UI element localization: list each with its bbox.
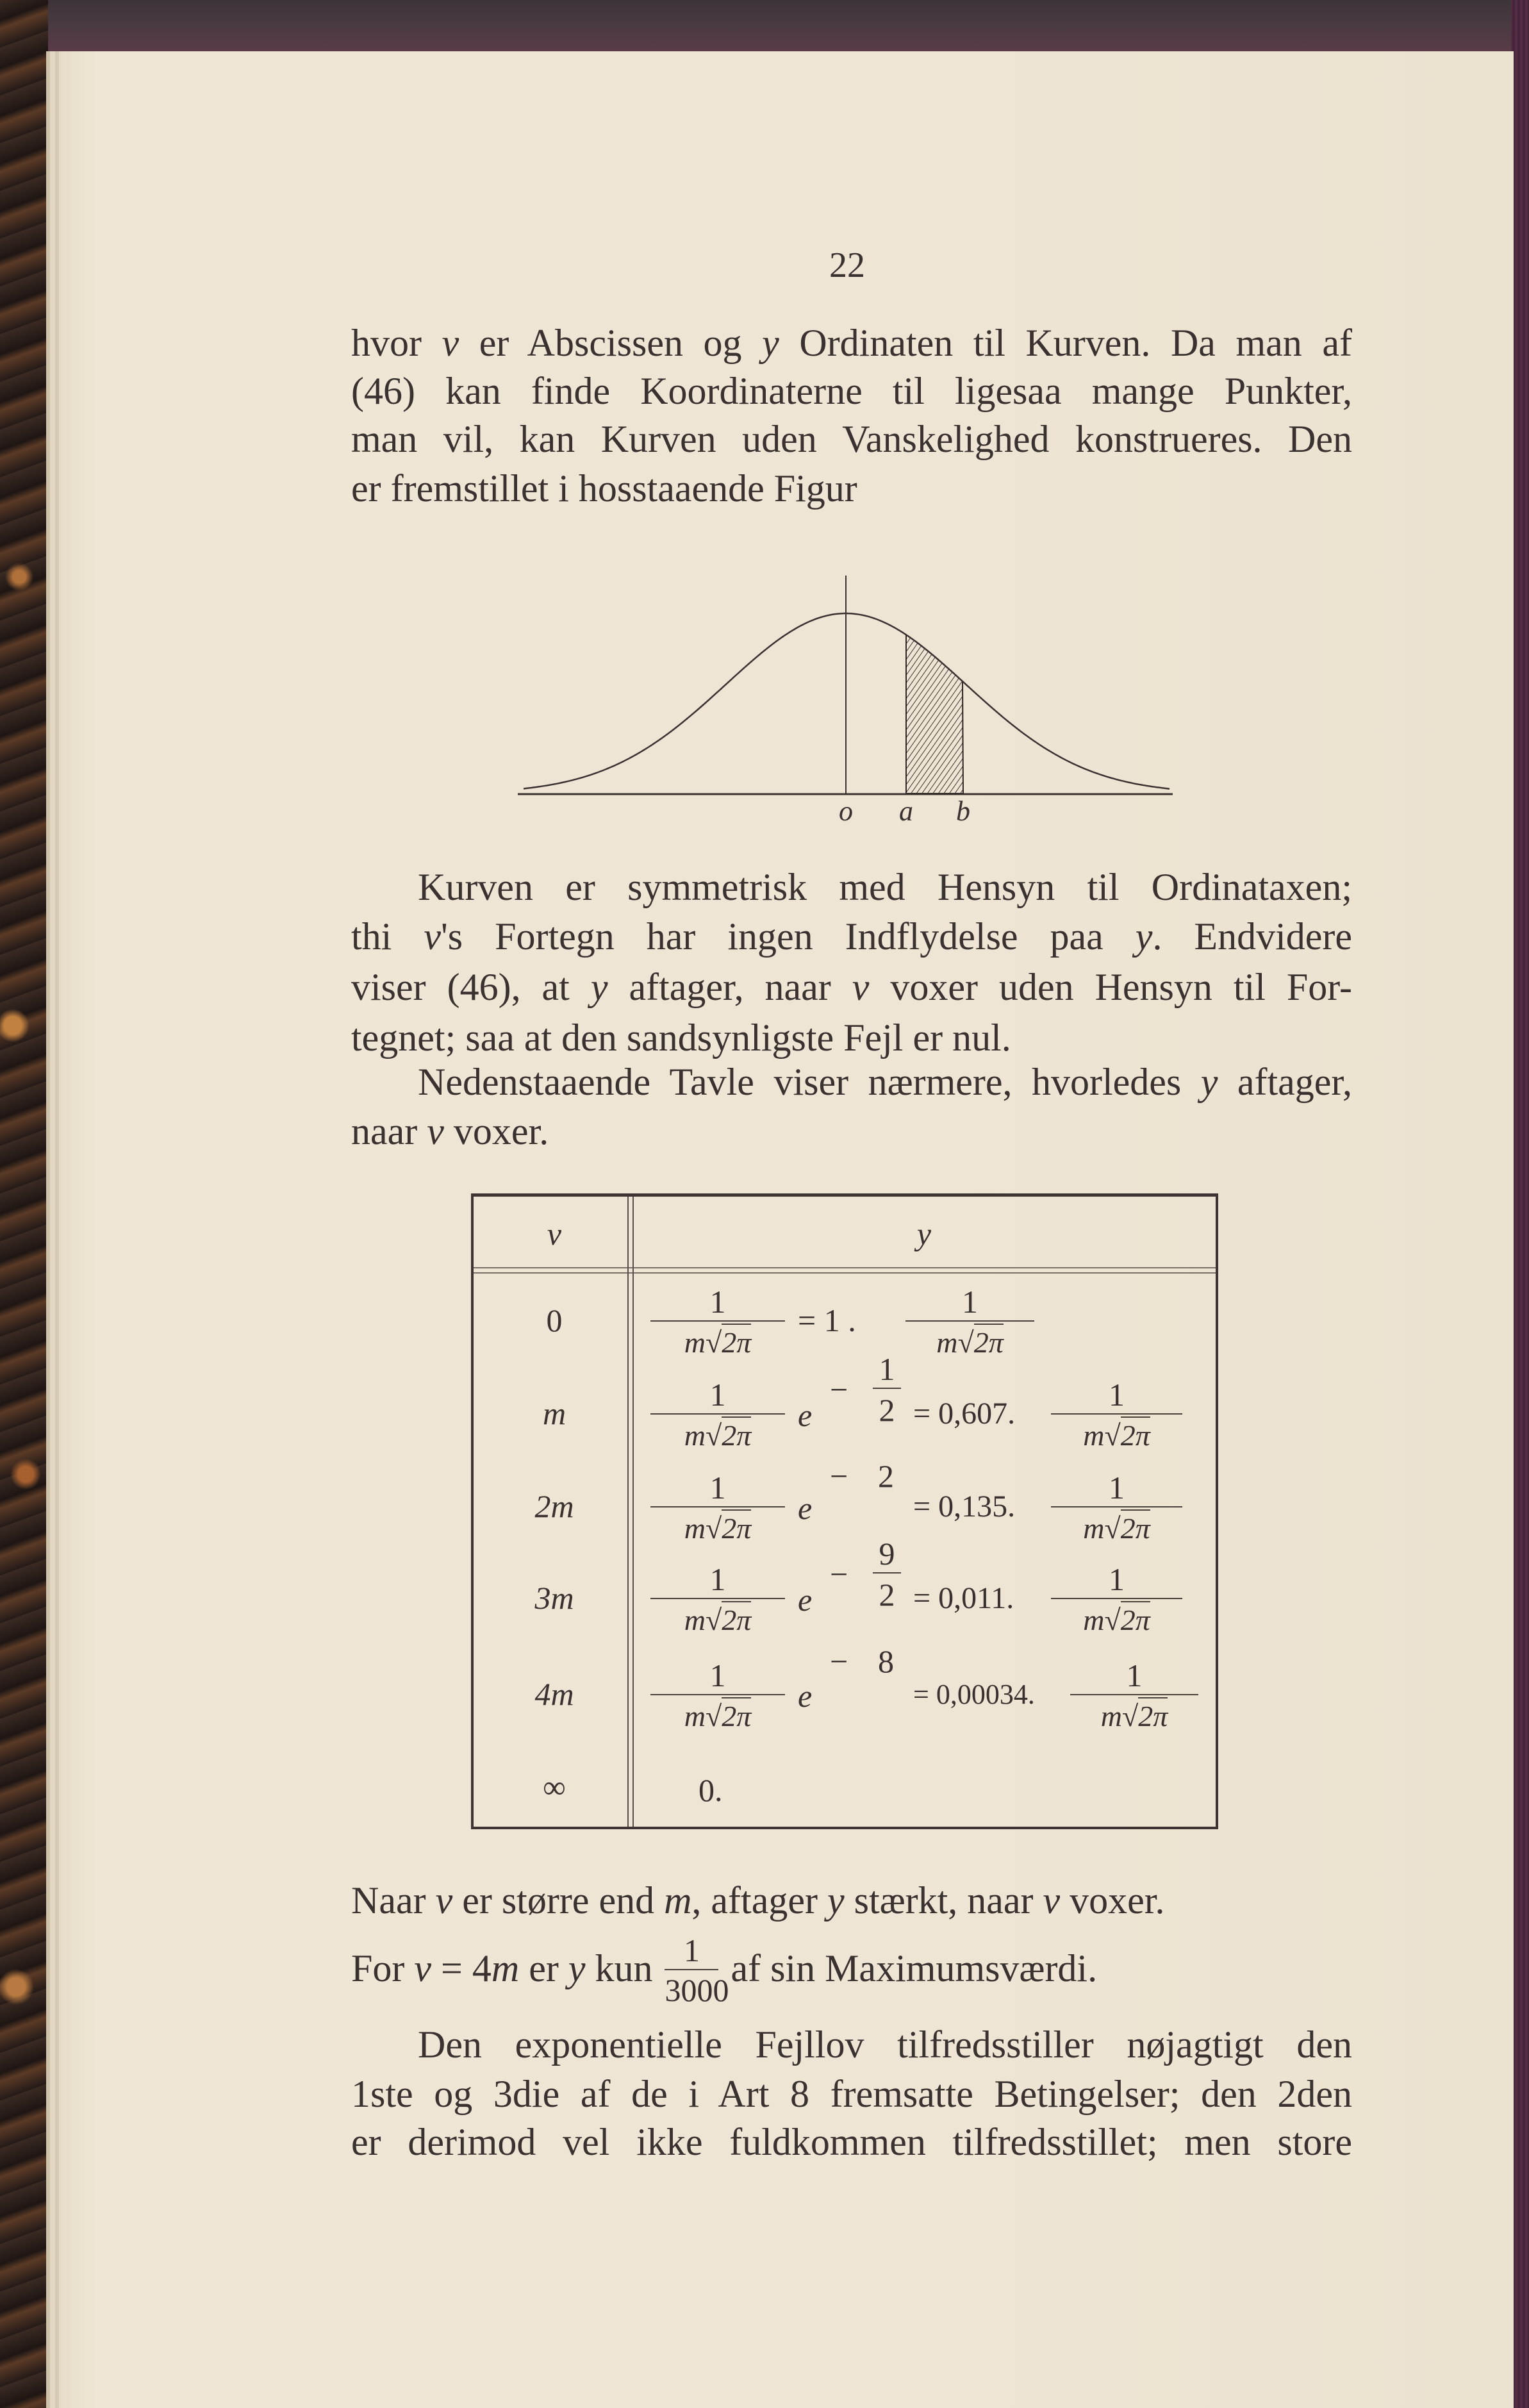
column-divider bbox=[627, 1197, 634, 1827]
fraction-denominator: m√2π bbox=[905, 1327, 1034, 1359]
fraction-numerator: 1 bbox=[709, 1284, 726, 1320]
fraction-numerator: 1 bbox=[709, 1561, 726, 1597]
exp-minus: − bbox=[830, 1556, 848, 1592]
exp-base-e: e bbox=[798, 1678, 813, 1714]
text-line: tegnet; saa at den sandsynligste Fejl er nul. bbox=[351, 1017, 1011, 1059]
exp-minus: − bbox=[830, 1458, 848, 1494]
row-v-value: 3m bbox=[534, 1580, 574, 1616]
fraction-1-3000 bbox=[665, 1932, 729, 2009]
text-line: viser (46), at y aftager, naar v voxer uden Hensyn til For- bbox=[351, 966, 1352, 1008]
fraction bbox=[650, 1561, 785, 1636]
exponent: 8 bbox=[878, 1643, 894, 1679]
label-a: a bbox=[899, 795, 913, 827]
fraction-denominator: m√2π bbox=[650, 1700, 785, 1732]
fraction-numerator: 1 bbox=[709, 1377, 726, 1413]
exponent-fraction: 9 2 bbox=[873, 1572, 901, 1574]
fraction bbox=[1051, 1377, 1182, 1452]
text-line: er fremstillet i hosstaaende Figur bbox=[351, 467, 857, 510]
marbled-cover-edge bbox=[0, 0, 48, 2408]
row-v-value: ∞ bbox=[543, 1769, 566, 1805]
fraction bbox=[1070, 1657, 1198, 1732]
text-line: thi v's Fortegn har ingen Indflydelse paa y. Endvidere bbox=[351, 915, 1352, 958]
fraction bbox=[1051, 1470, 1182, 1545]
fraction-numerator: 1 bbox=[1126, 1657, 1143, 1693]
normal-curve-figure bbox=[513, 564, 1192, 833]
fraction-numerator: 1 bbox=[962, 1284, 978, 1320]
fraction-numerator: 1 bbox=[1109, 1561, 1125, 1597]
for-line-pre: For v = 4m er y kun bbox=[351, 1947, 653, 1989]
fraction-denominator: m√2π bbox=[650, 1513, 785, 1545]
book-cover-right bbox=[1511, 0, 1529, 2408]
text-line: (46) kan finde Koordinaterne til ligesaa mange Punkter, bbox=[351, 370, 1352, 412]
row-v-value: 0 bbox=[546, 1302, 563, 1338]
header-y: y bbox=[916, 1216, 932, 1252]
text-line: hvor v er Abscissen og y Ordinaten til Kurven. Da man af bbox=[351, 322, 1352, 364]
label-o: o bbox=[839, 795, 853, 827]
text-line: man vil, kan Kurven uden Vanskelighed konstrueres. Den bbox=[351, 418, 1352, 460]
row-coefficient: = 0,011. bbox=[913, 1581, 1014, 1615]
fraction-numerator: 1 bbox=[1109, 1470, 1125, 1506]
exp-base-e: e bbox=[798, 1582, 813, 1618]
exp-base-e: e bbox=[798, 1490, 813, 1526]
exponent: 2 bbox=[878, 1458, 894, 1494]
fraction-denominator: m√2π bbox=[1051, 1513, 1182, 1545]
hatched-area-a-b bbox=[906, 635, 963, 793]
text-line: Kurven er symmetrisk med Hensyn til Ordinataxen; bbox=[418, 866, 1352, 908]
book-cover-top bbox=[0, 0, 1529, 53]
row-coefficient: = 0,00034. bbox=[913, 1679, 1035, 1710]
fraction bbox=[650, 1657, 785, 1732]
fraction-denominator: m√2π bbox=[650, 1604, 785, 1636]
paragraph-4: Naar v er større end m, aftager y stærkt, naar v voxer. bbox=[351, 1879, 1165, 1922]
row-y-value: 0. bbox=[698, 1772, 723, 1808]
text-line: naar v voxer. bbox=[351, 1110, 549, 1152]
exp-minus: − bbox=[830, 1643, 848, 1679]
label-b: b bbox=[956, 795, 970, 827]
page-number: 22 bbox=[829, 245, 865, 285]
text-line: Den exponentielle Fejllov tilfredsstiller nøjagtigt den bbox=[418, 2023, 1352, 2066]
fraction-numerator: 1 bbox=[709, 1470, 726, 1506]
fraction bbox=[650, 1284, 785, 1359]
fraction bbox=[650, 1470, 785, 1545]
text-line: 1ste og 3die af de i Art 8 fremsatte Betingelser; den 2den bbox=[351, 2073, 1352, 2115]
row-v-value: 4m bbox=[534, 1676, 574, 1712]
fraction-denominator: m√2π bbox=[1070, 1700, 1198, 1732]
for-line bbox=[351, 1932, 1098, 2009]
fraction bbox=[650, 1377, 785, 1452]
for-line-post: af sin Maximumsværdi. bbox=[731, 1947, 1098, 1989]
fraction-denominator: m√2π bbox=[1051, 1604, 1182, 1636]
row-v-value: m bbox=[542, 1395, 566, 1431]
row-v-value: 2m bbox=[534, 1488, 574, 1524]
text-line: Nedenstaaende Tavle viser nærmere, hvorledes y aftager, bbox=[418, 1061, 1353, 1103]
text-line: er derimod vel ikke fuldkommen tilfredsstillet; men store bbox=[351, 2121, 1352, 2163]
header-divider bbox=[474, 1267, 1216, 1274]
fraction-num: 1 bbox=[683, 1932, 700, 1969]
row-factor: = 1 . bbox=[798, 1302, 856, 1338]
header-v: v bbox=[547, 1216, 562, 1252]
fraction-denominator: m√2π bbox=[650, 1420, 785, 1452]
row-coefficient: = 0,607. bbox=[913, 1397, 1016, 1431]
fraction-denominator: m√2π bbox=[650, 1327, 785, 1359]
fraction bbox=[905, 1284, 1034, 1359]
fraction-numerator: 1 bbox=[1109, 1377, 1125, 1413]
fraction-den: 3000 bbox=[665, 1972, 729, 2009]
fraction-denominator: m√2π bbox=[1051, 1420, 1182, 1452]
row-coefficient: = 0,135. bbox=[913, 1490, 1016, 1524]
exponent-fraction: 1 2 bbox=[873, 1388, 901, 1389]
exp-minus: − bbox=[830, 1372, 848, 1407]
fraction bbox=[1051, 1561, 1182, 1636]
fraction-numerator: 1 bbox=[709, 1657, 726, 1693]
exp-base-e: e bbox=[798, 1397, 813, 1433]
